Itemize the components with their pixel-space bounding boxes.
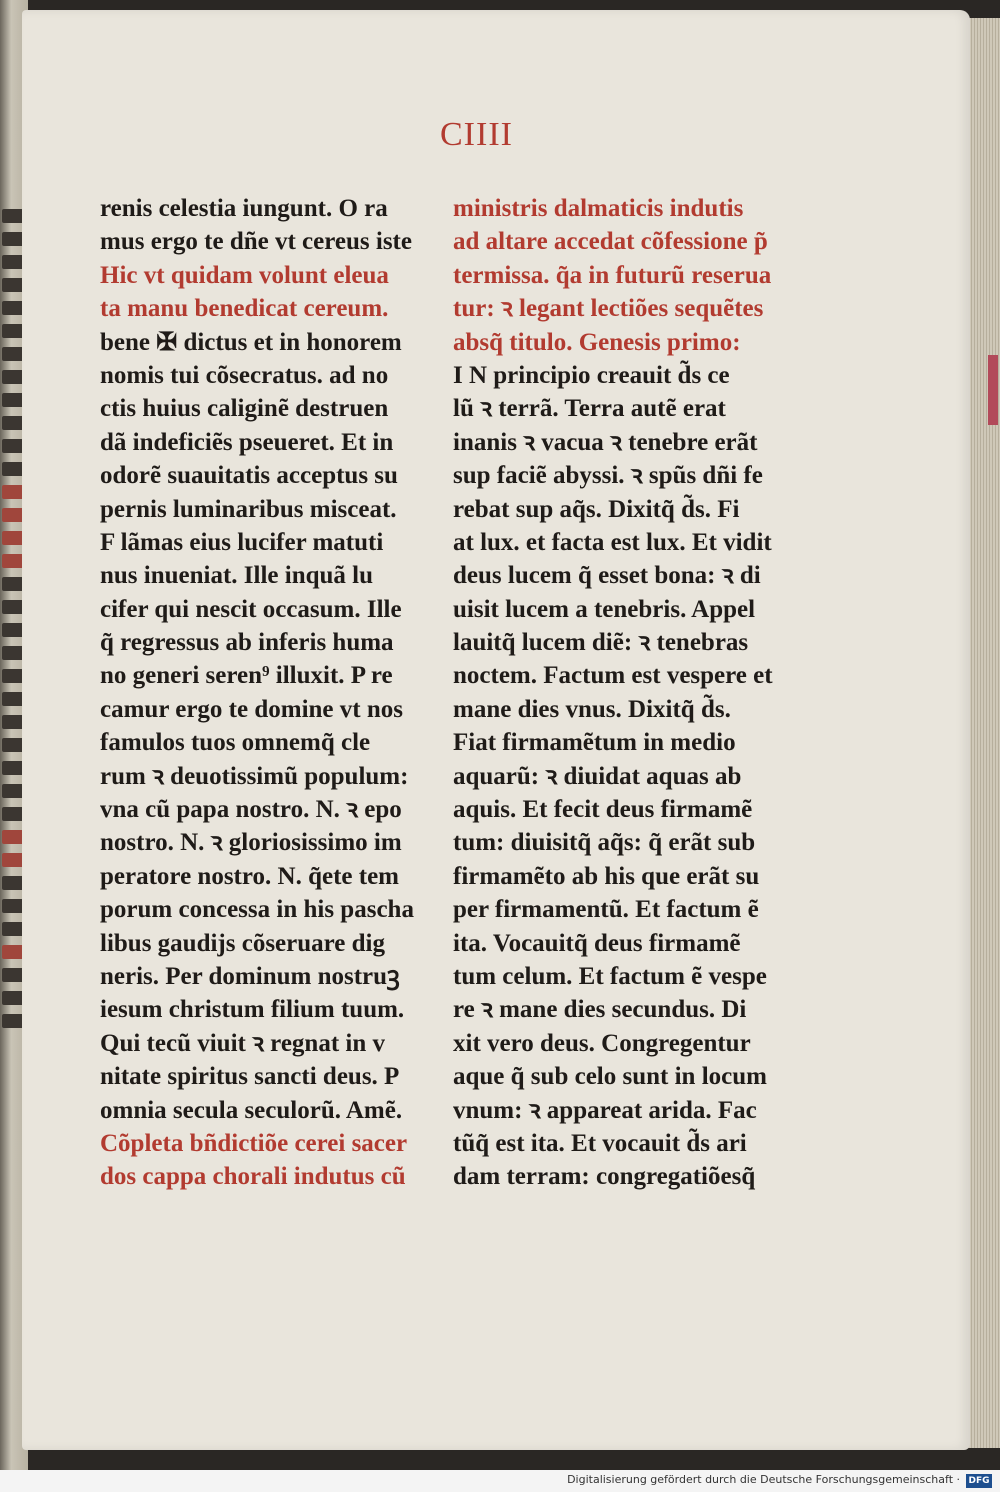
text-line: sup faciẽ abyssi. ꝛ spũs dñi fe bbox=[453, 462, 763, 490]
footer-bar bbox=[0, 1470, 1000, 1492]
text-line: noctem. Factum est vespere et bbox=[453, 662, 773, 690]
text-line: mus ergo te dñe vt cereus iste bbox=[100, 228, 412, 256]
text-line: tur: ꝛ legant lectiões sequẽtes bbox=[453, 295, 764, 323]
text-line: dã indeficiẽs pseueret. Et in bbox=[100, 428, 394, 456]
text-line: nitate spiritus sancti deus. P bbox=[100, 1063, 400, 1091]
text-line: ctis huius caliginẽ destruen bbox=[100, 395, 389, 423]
text-line: dos cappa chorali indutus cũ bbox=[100, 1163, 406, 1191]
dfg-logo: DFG bbox=[966, 1474, 992, 1488]
text-line: lũ ꝛ terrã. Terra autẽ erat bbox=[453, 395, 726, 423]
text-line: iesum christum filium tuum. bbox=[100, 996, 405, 1024]
text-line: pernis luminaribus misceat. bbox=[100, 495, 397, 523]
text-line: vna cũ papa nostro. N. ꝛ epo bbox=[100, 796, 402, 824]
text-line: nus inueniat. Ille inquã lu bbox=[100, 562, 374, 590]
text-line: dam terram: congregatiõesq̃ bbox=[453, 1163, 756, 1191]
text-line: xit vero deus. Congregentur bbox=[453, 1029, 751, 1057]
left-text-column bbox=[100, 192, 420, 1194]
text-line: nostro. N. ꝛ gloriosissimo im bbox=[100, 829, 402, 857]
text-line: no generi seren⁹ illuxit. P re bbox=[100, 662, 393, 690]
text-line: tum: diuisitq̃ aq̃s: q̃ erãt sub bbox=[453, 829, 756, 857]
text-line: peratore nostro. N. q̃ete tem bbox=[100, 862, 399, 890]
text-line: renis celestia iungunt. O ra bbox=[100, 195, 388, 222]
right-text-column bbox=[453, 192, 773, 1194]
text-line: neris. Per dominum nostruꝫ bbox=[100, 962, 400, 990]
folio-number: CIIII bbox=[440, 116, 513, 153]
text-line: re ꝛ mane dies secundus. Di bbox=[453, 996, 747, 1024]
text-line: Qui tecũ viuit ꝛ regnat in v bbox=[100, 1029, 386, 1057]
text-line: ministris dalmaticis indutis bbox=[453, 195, 744, 222]
text-line: libus gaudijs cõseruare dig bbox=[100, 929, 385, 957]
text-line: aquis. Et fecit deus firmamẽ bbox=[453, 796, 753, 824]
text-line: deus lucem q̃ esset bona: ꝛ di bbox=[453, 562, 761, 590]
text-line: ad altare accedat cõfessione p̃ bbox=[453, 228, 768, 256]
text-line: ta manu benedicat cereum. bbox=[100, 295, 389, 323]
text-line: cifer qui nescit occasum. Ille bbox=[100, 595, 402, 623]
text-line: Fiat firmamẽtum in medio bbox=[453, 729, 736, 757]
text-line: I N principio creauit d̃s ce bbox=[453, 361, 730, 389]
text-line: rum ꝛ deuotissimũ populum: bbox=[100, 762, 409, 790]
text-line: inanis ꝛ vacua ꝛ tenebre erãt bbox=[453, 428, 758, 456]
text-line: aque q̃ sub celo sunt in locum bbox=[453, 1063, 767, 1091]
text-line: porum concessa in his pascha bbox=[100, 896, 414, 924]
text-line: firmamẽto ab his que erãt su bbox=[453, 862, 760, 890]
text-line: omnia secula seculorũ. Amẽ. bbox=[100, 1096, 403, 1124]
text-line: ita. Vocauitq̃ deus firmamẽ bbox=[453, 929, 741, 957]
text-line: nomis tui cõsecratus. ad no bbox=[100, 361, 389, 389]
text-line: Hic vt quidam volunt eleua bbox=[100, 261, 389, 289]
funding-credit: Digitalisierung gefördert durch die Deutsche Forschungsgemeinschaft · bbox=[567, 1473, 960, 1486]
text-line: at lux. et facta est lux. Et vidit bbox=[453, 528, 772, 556]
text-line: lauitq̃ lucem diẽ: ꝛ tenebras bbox=[453, 629, 749, 657]
text-line: famulos tuos omnemq̃ cle bbox=[100, 729, 371, 757]
text-line: tum celum. Et factum ẽ vespe bbox=[453, 962, 767, 990]
text-line: uisit lucem a tenebris. Appel bbox=[453, 595, 756, 623]
text-line: bene ✠ dictus et in honorem bbox=[100, 328, 402, 356]
text-line: termissa. q̃a in futurũ reserua bbox=[453, 261, 772, 289]
text-line: per firmamentũ. Et factum ẽ bbox=[453, 896, 759, 924]
text-line: tũq̃ est ita. Et vocauit d̃s ari bbox=[453, 1129, 747, 1157]
text-line: vnum: ꝛ appareat arida. Fac bbox=[453, 1096, 757, 1124]
text-line: q̃ regressus ab inferis huma bbox=[100, 629, 394, 657]
bookmark-tab bbox=[988, 355, 998, 425]
text-line: mane dies vnus. Dixitq̃ d̃s. bbox=[453, 695, 731, 723]
text-line: aquarũ: ꝛ diuidat aquas ab bbox=[453, 762, 742, 790]
text-line: camur ergo te domine vt nos bbox=[100, 695, 403, 723]
text-line: F lãmas eius lucifer matuti bbox=[100, 528, 384, 556]
text-line: absq̃ titulo. Genesis primo: bbox=[453, 328, 741, 356]
text-line: odorẽ suauitatis acceptus su bbox=[100, 462, 398, 490]
text-line: rebat sup aq̃s. Dixitq̃ d̃s. Fi bbox=[453, 495, 740, 523]
book-fore-edge bbox=[966, 18, 1000, 1448]
text-line: Cõpleta bñdictiõe cerei sacer bbox=[100, 1129, 408, 1157]
